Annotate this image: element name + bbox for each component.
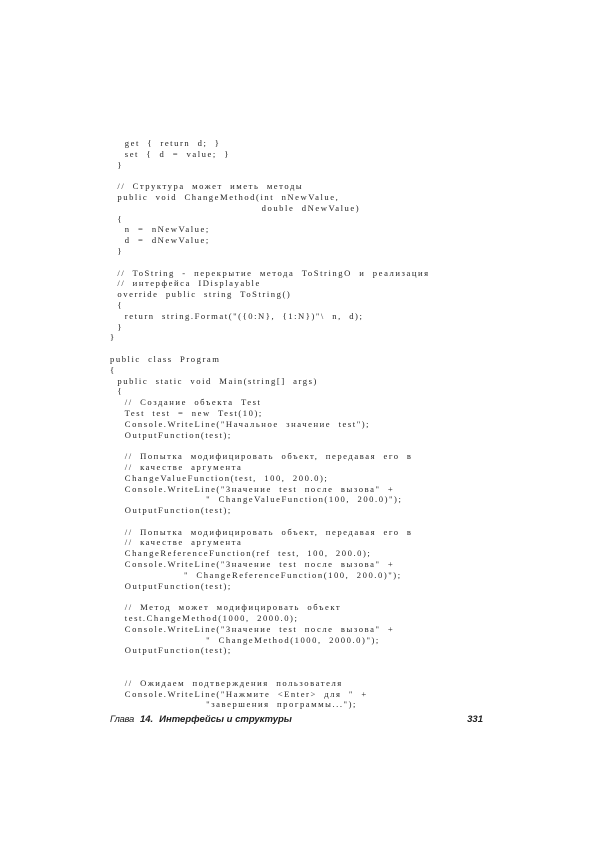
code-line: public class Program — [110, 353, 221, 364]
code-line — [110, 656, 510, 667]
code-line: ChangeReferenceFunction(ref test, 100, 200.0); — [110, 548, 372, 559]
code-line: { — [110, 299, 124, 310]
code-line: ChangeValueFunction(test, 100, 200.0); — [110, 472, 329, 483]
code-line: " ChangeValueFunction(100, 200.0)"); — [110, 494, 403, 505]
code-line: // Попытка модифицировать объект, передавая его в — [110, 451, 413, 462]
code-line: { — [110, 364, 116, 375]
code-line — [110, 343, 510, 354]
code-line: // Попытка модифицировать объект, передавая его в — [110, 526, 413, 537]
code-line: } — [110, 159, 124, 170]
code-line: n = nNewValue; — [110, 224, 210, 235]
chapter-number: 14. — [139, 714, 154, 725]
code-line: { — [110, 386, 124, 397]
code-line: public void ChangeMethod(int nNewValue, — [110, 191, 340, 202]
code-line: OutputFunction(test); — [110, 429, 232, 440]
code-line: test.ChangeMethod(1000, 2000.0); — [110, 613, 299, 624]
code-line: Console.WriteLine("Значение test после вызова" + — [110, 559, 395, 570]
code-line: return string.Format("({0:N}, {1:N})"\ n, d); — [110, 310, 364, 321]
code-line: Console.WriteLine("Значение test после вызова" + — [110, 623, 395, 634]
chapter-heading — [110, 714, 292, 725]
code-line: " ChangeMethod(1000, 2000.0)"); — [110, 634, 380, 645]
code-line: override public string ToString() — [110, 289, 292, 300]
code-line: // интерфейса IDisplayable — [110, 278, 261, 289]
code-line: // Создание объекта Test — [110, 397, 262, 408]
code-line: // Ожидаем подтверждения пользователя — [110, 677, 343, 688]
code-line: Console.WriteLine("Нажмите <Enter> для " + — [110, 688, 368, 699]
code-line — [110, 170, 510, 181]
code-line — [110, 591, 510, 602]
code-line: OutputFunction(test); — [110, 645, 232, 656]
code-listing — [110, 138, 510, 710]
code-line: "завершения программы..."); — [110, 699, 357, 710]
code-line: OutputFunction(test); — [110, 505, 232, 516]
code-line: OutputFunction(test); — [110, 580, 232, 591]
code-line: // ToString - перекрытие метода ToStringO и реализация — [110, 267, 430, 278]
code-line — [110, 667, 510, 678]
chapter-label: Глава — [110, 714, 134, 725]
code-line: public static void Main(string[] args) — [110, 375, 318, 386]
code-line: // качестве аргумента — [110, 461, 243, 472]
page-footer — [110, 714, 483, 725]
code-line: double dNewValue) — [110, 202, 361, 213]
code-line: } — [110, 332, 116, 343]
code-line: } — [110, 321, 124, 332]
code-line — [110, 440, 510, 451]
code-line — [110, 257, 510, 268]
chapter-title: Интерфейсы и структуры — [159, 714, 292, 725]
code-line: Console.WriteLine("Начальное значение test"); — [110, 418, 371, 429]
code-line: // Метод может модифицировать объект — [110, 602, 342, 613]
page-number: 331 — [467, 714, 483, 725]
code-line: Console.WriteLine("Значение test после вызова" + — [110, 483, 395, 494]
code-line: // качестве аргумента — [110, 537, 243, 548]
code-line: set { d = value; } — [110, 148, 230, 159]
code-line: " ChangeReferenceFunction(100, 200.0)"); — [110, 569, 402, 580]
code-line — [110, 516, 510, 527]
code-line: } — [110, 245, 124, 256]
code-line: get { return d; } — [110, 138, 221, 148]
code-line: // Структура может иметь методы — [110, 181, 304, 192]
code-line: Test test = new Test(10); — [110, 407, 263, 418]
code-line: d = dNewValue; — [110, 235, 210, 246]
code-line: { — [110, 213, 124, 224]
